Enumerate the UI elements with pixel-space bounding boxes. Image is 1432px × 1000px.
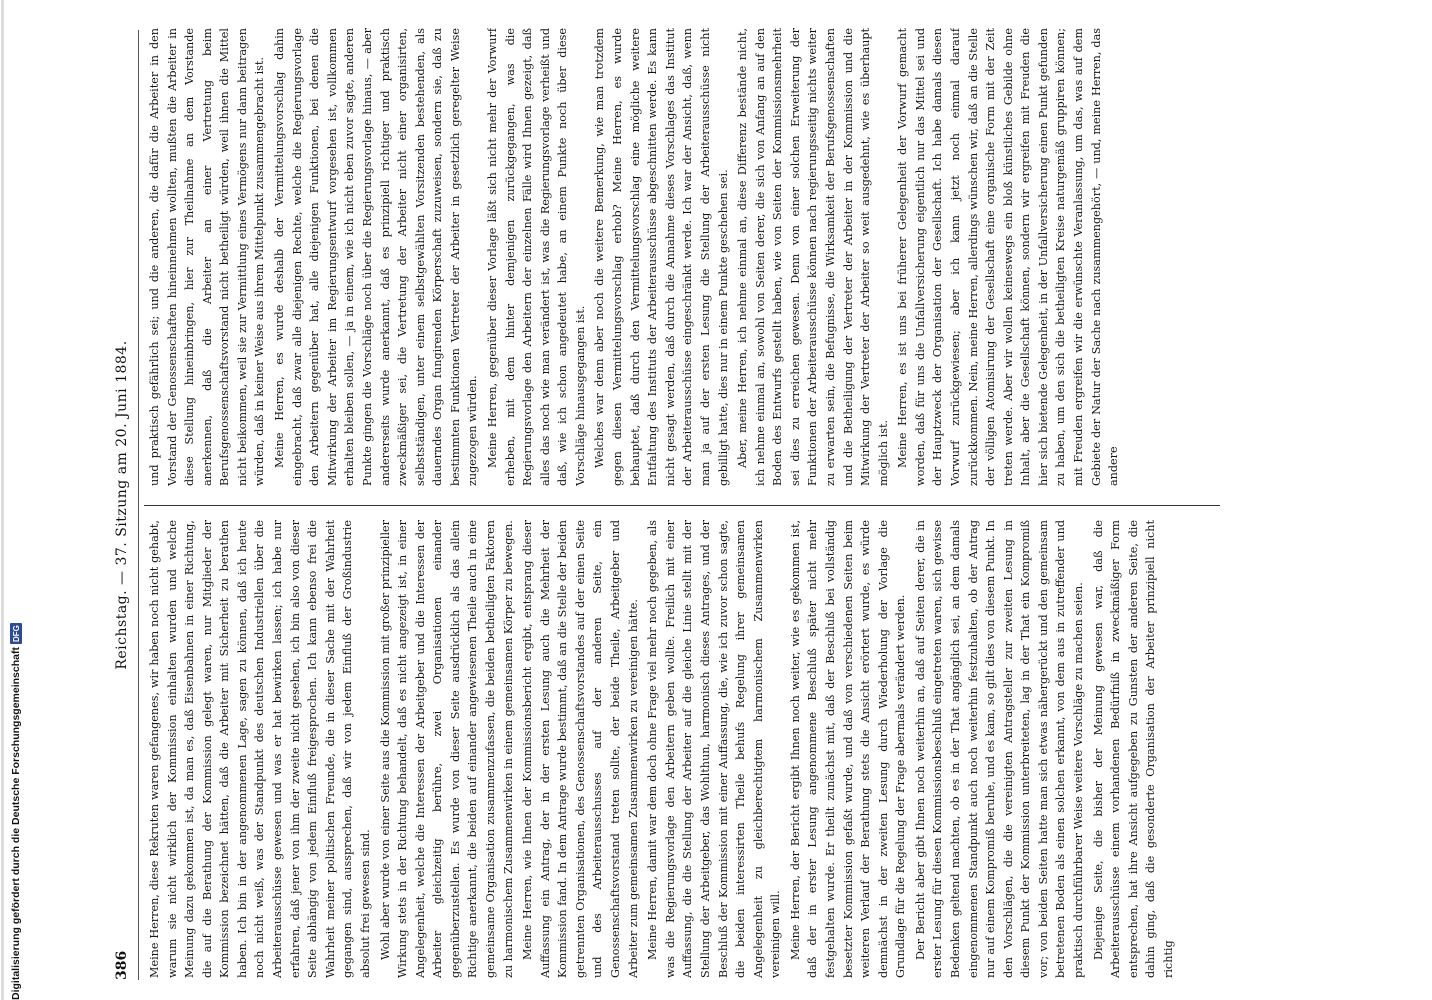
dfg-logo-icon: DFG — [11, 625, 21, 643]
running-title: Reichstag. — 37. Sitzung am 20. Juni 1884. — [114, 340, 130, 670]
paragraph: Meine Herren, gegenüber dieser Vorlage läßt sich nicht mehr der Vorwurf erheben, mit dem hinter demjenigen zurückgegangen, was die Regierungsvorlage den Arbeitern der einzelnen Fälle wird Ihnen gezeigt, daß alles das noch wie man verändert ist, was die Regierungsvorlage verheißt und daß, wie ich schon angedeutet habe, an einem Punkte noch über diese Vorschläge hinausgegangen ist. — [485, 28, 587, 486]
column-divider — [144, 505, 1220, 506]
header-rule — [138, 30, 139, 980]
funding-notice — [8, 580, 24, 1000]
paragraph: Meine Herren, es wurde deshalb der Vermittelungsvorschlag dahin eingebracht, daß zwar alle diejenigen Rechte, welche die Regierungsvorlage den Arbeitern gegenüber hat, alle diejenigen Funktionen, bei denen die Mitwirkung der Arbeiter im Regierungsentwurf vorgesehen ist, vollkommen erhalten bleiben sollen, — ja in einem, wie ich nicht eben zuvor sagte, anderen Punkte gingen die Vorschläge noch über die Regierungsvorlage hinaus, — aber andererseits wurde anerkannt, daß es prinzipiell richtiger und praktisch zweckmäßiger sei, die Vertretung der Arbeiter nicht einer organisirten, selbstständigen, unter einem selbstgewählten Vorsitzenden bestehenden, als dauerndes Organ fungirenden Körperschaft zuzuweisen, sondern sie, daß zu bestimmten Funktionen Vertreter der Arbeiter in gesetzlich geregelter Weise zugezogen würden. — [273, 28, 480, 486]
paragraph: und praktisch gefährlich sei; und die anderen, die dafür die Arbeiter in den Vorstand der Genossenschaften hineinnehmen wollten, mußten die Arbeiter in diese Stellung hineinbringen, hier zur Theilnahme an dem Vorstande anerkennen, daß die Arbeiter an einer Vertretung beim Berufsgenossenschaftsvorstand nicht betheiligt würden, weil ihnen die Mittel nicht beikommen, weil sie zur Vermittlung eines Vermögens nur dann beitragen würden, daß in keiner Weise aus ihrem Mittelpunkt zusammengebracht ist. — [148, 28, 267, 486]
page-number: 386 — [114, 950, 130, 980]
paragraph: Meine Herren, es ist uns bei früherer Gelegenheit der Vorwurf gemacht worden, daß für uns die Unfallversicherung eigentlich nur das Mittel sei und der Hauptzweck der Organisation der Gesellschaft. Ich habe damals diesen Vorwurf zurückgewiesen; aber ich kann jetzt noch einmal darauf zurückkommen. Nein, meine Herren, allerdings wünschen wir, daß an die Stelle der völligen Atomisirung der Gesellschaft eine organische Form mit der Zeit treten werde. Aber wir wollen keineswegs ein bloß künstliches Gebilde ohne Inhalt, aber die Gesellschaft können, sondern wir ergreifen mit Freuden die hier sich bietende Gelegenheit, in der Unfallversicherung einen Punkt gefunden zu haben, um den sich die betheiligten Kreise naturgemäß gruppiren können; mit Freuden ergreifen wir die erwünschte Veranlassung, um das, was auf dem Gebiete der Natur der Sache nach zusammengehört, — und, meine Herren, das andere — [896, 28, 1121, 486]
paragraph: Wohl aber wurde von einer Seite aus die Kommission mit großer prinzipieller Wirkung stets in der Richtung behandelt, daß es nicht angezeigt ist, in einer Angelegenheit, welche die Interessen der Arbeitgeber und die Interessen der Arbeiter gleichzeitig berühre, zwei Organisationen einander gegenüberzustellen. Es wurde von dieser Seite ausdrücklich als das allein Richtige anerkannt, die beiden auf einander angewiesenen Theile auch in eine gemeinsame Organisation zusammenzufassen, die beiden betheiligten Faktoren zu harmonischem Zusammenwirken in einem gemeinsamen Körper zu bewegen. — [378, 520, 515, 978]
right-column — [146, 28, 1226, 486]
left-column — [146, 520, 1226, 978]
paragraph: Meine Herren, damit war dem doch ohne Frage viel mehr noch gegeben, als was die Regierungsvorlage den Arbeitern geben wollte. Freilich mit einer Auffassung, die die Stellung der Arbeiter auf die gleiche Linie stellt mit der Stellung der Arbeitgeber, das Wohlthun, harmonisch dieses Antrages, und der Beschluß der Kommission mit einer Auffassung, die, wie ich zuvor schon sagte, die beiden interessirten Theile behufs Regelung ihrer gemeinsamen Angelegenheit zu gleichberechtigtem harmonischem Zusammenwirken vereinigen will. — [646, 520, 783, 978]
paragraph: Aber, meine Herren, ich nehme einmal an, diese Differenz bestände nicht, ich nehme einmal an, sowohl von Seiten derer, die sich von Anfang an auf den Boden des Entwurfs gestellt haben, wie von Seiten der Kommissionsmehrheit sei dies zu erreichen gewesen. Denn von einer solchen Erweiterung der Funktionen der Arbeiterausschüsse können nach regierungsseitig nichts weiter zu erwarten sein, die Befugnisse, die Wirksamkeit der Berufsgenossenschaften und die Betheiligung der Vertreter der Arbeiter in der Kommission und die Mitwirkung der Vertreter der Arbeiter so weit ausgedehnt, wie es überhaupt möglich ist. — [736, 28, 890, 486]
funding-notice-text: Digitalisierung gefördert durch die Deutsche Forschungsgemeinschaft — [10, 647, 22, 1000]
paragraph: Der Bericht aber gibt Ihnen noch weiterhin an, daß auf Seiten derer, die in erster Lesung für diesen Kommissionsbeschluß eingetreten waren, sich gewisse Bedenken geltend machten, ob es in der That angänglich sei, an dem damals eingenommenen Standpunkt auch noch weiterhin festzuhalten, ob der Antrag nur auf einem Kompromiß beruhe, und es kam, so gilt dies von diesem Punkt. In den Vorschlägen, die die vereinigten Antragsteller zur zweiten Lesung in diesem Punkt der Kommission unterbreiteten, lag in der That ein Kompromiß vor; von beiden Seiten hatte man sich etwas nähergerückt und den gemeinsam betretenen Boden als einen solchen erkannt, von dem aus in zutreffender und praktisch durchführbarer Weise weitere Vorschläge zu machen seien. — [913, 520, 1086, 978]
paragraph: Meine Herren, diese Rekruten waren gefangenes, wir haben noch nicht gehabt, warum sie nicht wirklich der Kommission einhalten wurden und welche Meinung dazu gekommen ist, da man es, daß Eisenbahnen in einer Richtung, die auf die Berathung der Kommission gelegt waren, nur Mitglieder der Kommission bezeichnet hätten, daß die Arbeiter mit Sicherheit zu berathen haben. Ich bin in der angenommenen Lage, sagen zu können, daß ich heute noch nicht weiß, was der Standpunkt des deutschen Industriellen über die Arbeiterausschüsse gewesen und was er hat bewirken lassen; ich habe nur erfahren, daß jener von ihm der zweite nicht gesehen, ich bin also von dieser Seite abhängig von jedem Einfluß freigesprochen. Ich kann ebenso frei die Wahrheit meiner politischen Freunde, die in dieser Sache mit der Wahrheit gegangen sind, aussprechen, daß wir von jedem Einfluß der Großindustrie absolut frei gewesen sind. — [148, 520, 372, 978]
paragraph: Diejenige Seite, die bisher der Meinung gewesen war, daß die Arbeiterausschüsse einem vorhandenen Bedürfniß in zweckmäßiger Form entsprechen, hat ihre Ansicht aufgegeben zu Gunsten der anderen Seite, die dahin ging, daß die gesonderte Organisation der Arbeiter prinzipiell nicht richtig — [1091, 520, 1175, 978]
digitization-banner — [0, 0, 28, 1000]
scanned-page — [110, 0, 1260, 1000]
paragraph: Meine Herren, der Bericht ergibt Ihnen noch weiter, wie es gekommen ist, daß der in erster Lesung angenommene Beschluß später nicht mehr festgehalten wurde. Er theilt zunächst mit, daß der Beschluß bei vollständig besetzter Kommission gefaßt wurde, und daß von verschiedenen Seiten beim weiteren Verlauf der Berathung stets die Ansicht erörtert wurde, es würde demnächst in der zweiten Lesung durch Wiederholung der Vorlage die Grundlage für die Regelung der Frage abermals verändert werden. — [788, 520, 908, 978]
page-header — [110, 30, 140, 980]
scan-edge-strip — [1, 0, 4, 1000]
paragraph: Meine Herren, wie Ihnen der Kommissionsbericht ergibt, entsprang dieser Auffassung ein Antrag, der in der ersten Lesung auch die Mehrheit der Kommission fand. In dem Antrage wurde bestimmt, daß an die Stelle der beiden getrennten Organisationen, des Genossenschaftsvorstandes auf der einen Seite und des Arbeiterausschusses auf der anderen Seite, ein Genossenschaftsvorstand treten sollte, der beide Theile, Arbeitgeber und Arbeiter zum gemeinsamen Zusammenwirken zu vereinigen hätte. — [521, 520, 640, 978]
paragraph: Welches war denn aber noch die weitere Bemerkung, wie man trotzdem gegen diesen Vermittelungsvorschlag erhob? Meine Herren, es wurde behauptet, daß durch den Vermittelungsvorschlag eine mögliche weitere Entfaltung des Instituts der Arbeiterausschüsse abgeschnitten werde. Es kann nicht gesagt werden, daß durch die Annahme dieses Vorschlages das Institut der Arbeiterausschüsse eingeschränkt werde. Ich war der Ansicht, daß, wenn man ja auf der ersten Lesung die Stellung der Arbeiterausschüsse nicht gebilligt hatte, dies nur in einem Punkte geschehen sei. — [593, 28, 730, 486]
